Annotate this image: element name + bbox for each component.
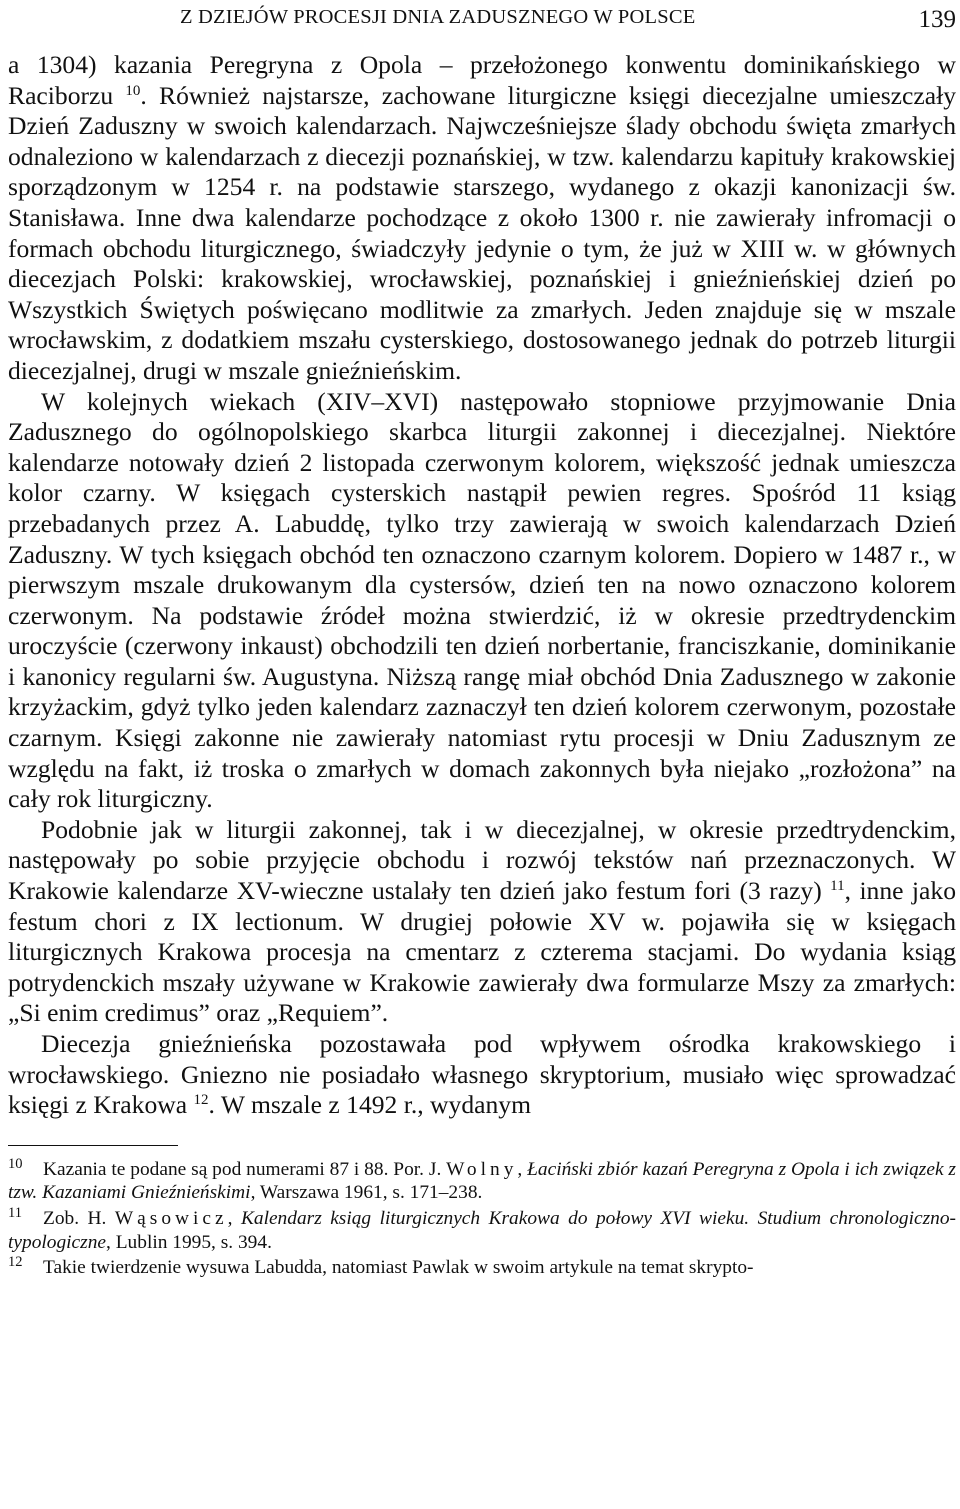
running-title: Z DZIEJÓW PROCESJI DNIA ZADUSZNEGO W POLSCE [180, 6, 696, 28]
body-text [8, 50, 956, 1121]
footnote-ref[interactable]: 12 [193, 1092, 209, 1109]
document-page [8, 0, 956, 1280]
footnote: 12 Takie twierdzenie wysuwa Labudda, natomiast Pawlak w swoim artykule na temat skrypto- [8, 1256, 956, 1280]
paragraph: W kolejnych wiekach (XIV–XVI) następowało stopniowe przyjmowanie Dnia Zadusznego do ogólnopolskiego skarbca liturgii zakonnej i diecezjalnej. Niektóre kalendarze notowały dzień 2 listopada czerwonym kolorem, większość jednak umieszcza kolor czarny. W księgach cysterskich nastąpił pewien regres. Spośród 11 ksiąg przebadanych przez A. Labuddę, tylko trzy zawierają w swoich kalendarzach Dzień Zaduszny. W tych księgach obchód ten oznaczono czarnym kolorem. Dopiero w 1487 r., w pierwszym mszale drukowanym dla cystersów, dzień ten na nowo oznaczono kolorem czerwonym. Na podstawie źródeł można stwierdzić, iż w okresie przedtrydenckim uroczyście (czerwony inkaust) obchodzili ten dzień norbertanie, franciszkanie, dominikanie i kanonicy regularni św. Augustyna. Niższą rangę miał obchód Dnia Zadusznego w zakonie krzyżackim, gdyż tylko jeden kalendarz zaznaczył ten dzień kolorem czerwonym, pozostałe czarnym. Księgi zakonne nie zawierały natomiast rytu procesji w Dniu Zadusznym ze względu na fakt, iż troska o zmarłych w domach zakonnych była niejako „rozłożona” na cały rok liturgiczny. [8, 386, 956, 814]
footnote-number: 10 [8, 1155, 23, 1172]
paragraph: Podobnie jak w liturgii zakonnej, tak i w diecezjalnej, w okresie przedtrydenckim, następowały po sobie przyjęcie obchodu i rozwój tekstów nań przeznaczonych. W Krakowie kalendarze XV-wieczne ustalały ten dzień jako festum fori (3 razy) $^{11}$, inne jako festum chori z IX lectionum. W drugiej połowie XV w. pojawiła się w księgach liturgicznych Krakowa procesja na cmentarz z czterema stacjami. Do wydania ksiąg potrydenckich mszały używane w Krakowie zawierały dwa formularze Mszy za zmarłych: „Si enim credimus” oraz „Requiem”. [8, 814, 956, 1028]
work-title: Kalendarz ksiąg liturgicznych Krakowa do połowy XVI wieku. Studium chronologiczno-typologiczne [8, 1207, 956, 1253]
footnote-divider [8, 1145, 178, 1146]
footnote-ref[interactable]: 10 [125, 82, 141, 99]
author-name: Wolny [446, 1158, 518, 1180]
paragraph: Diecezja gnieźnieńska pozostawała pod wpływem ośrodka krakowskiego i wrocławskiego. Gniezno nie posiadało własnego skryptorium, musiało więc sprowadzać księgi z Krakowa $^{12}$. W mszale z 1492 r., wydanym [8, 1029, 956, 1120]
page-header [8, 0, 956, 50]
footnote-number: 11 [8, 1204, 22, 1221]
page-number: 139 [918, 6, 956, 33]
footnote-ref[interactable]: 11 [830, 878, 845, 895]
footnotes [8, 1155, 956, 1280]
paragraph: a 1304) kazania Peregryna z Opola – przełożonego konwentu dominikańskiego w Raciborzu $^{10}$. Również najstarsze, zachowane liturgiczne księgi diecezjalne umieszczały Dzień Zaduszny w swoich kalendarzach. Najwcześniejsze ślady obchodu święta zmarłych odnaleziono w kalendarzach z diecezji poznańskiej, w tzw. kalendarzu kapituły krakowskiej sporządzonym w 1254 r. na podstawie starszego, wydanego z okazji kanonizacji św. Stanisława. Inne dwa kalendarze pochodzące z około 1300 r. nie zawierały infromacji o formach obchodu liturgicznego, świadczyły jedynie o tym, że już w XIII w. w głównych diecezjach Polski: krakowskiej, wrocławskiej, poznańskiej i gnieźnieńskiej dzień po Wszystkich Świętych poświęcano modlitwie za zmarłych. Jeden znajduje się w mszale wrocławskim, z dodatkiem mszału cysterskiego, dostosowanego jednak do potrzeb liturgii diecezjalnej, drugi w mszale gnieźnieńskim. [8, 50, 957, 385]
footnote: 11 Zob. H. Wąsowicz, Kalendarz ksiąg liturgicznych Krakowa do połowy XVI wieku. Studium chronologiczno-typologiczne, Lublin 1995, s. 394. [8, 1207, 956, 1254]
work-title: Łaciński zbiór kazań Peregryna z Opola i ich związek z tzw. Kazaniami Gnieźnieńskimi [8, 1158, 956, 1204]
footnote-number: 12 [8, 1254, 23, 1271]
author-name: Wąsowicz [114, 1207, 228, 1229]
footnote: 10 Kazania te podane są pod numerami 87 i 88. Por. J. Wolny, Łaciński zbiór kazań Peregryna z Opola i ich związek z tzw. Kazaniami Gnieźnieńskimi, Warszawa 1961, s. 171–238. [8, 1158, 956, 1205]
